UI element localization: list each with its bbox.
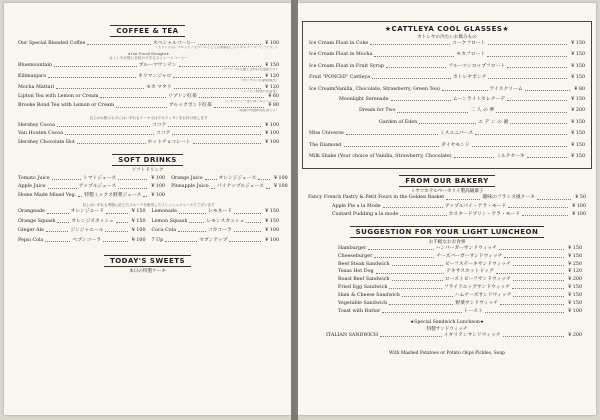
item-name-en: Our Special Blended Coffee <box>18 41 86 46</box>
item-name-jp: ブルックボンド紅茶 <box>168 103 212 109</box>
item-name-jp: エ デ ン の 園 <box>478 119 509 125</box>
item-price: ¥ 150 <box>131 209 146 215</box>
item-name-en: Beef Steak Sandwich <box>338 261 390 267</box>
item-price: ¥ 100 <box>273 184 288 190</box>
item-price: ¥ 100 <box>131 237 146 243</box>
dot-leader <box>504 257 564 258</box>
dot-leader <box>45 241 70 242</box>
dot-leader <box>376 273 445 274</box>
item-name-jp: オレンジスカッシュ <box>71 218 114 224</box>
dot-leader <box>485 312 565 313</box>
section-subtitle-luncheon: お手軽なおお食事 <box>428 239 466 245</box>
luncheon-with-line: With Mashed Potatoes or Potato chips Pickles, Soup <box>389 351 505 357</box>
dot-leader <box>116 222 128 223</box>
item-price: ¥ 120 <box>568 269 582 275</box>
item-name-en: 7 Up <box>151 237 164 243</box>
dot-leader <box>446 199 480 200</box>
item-price: ¥ 100 <box>273 176 288 182</box>
dot-leader <box>525 90 571 91</box>
item-name-en: Orangeade <box>18 209 45 215</box>
section-subtitle-cool-glasses: カトレヤの冷たいお飲みもの <box>417 35 477 40</box>
item-name-en: Fruit "PONCHI" Cattleya <box>309 75 371 81</box>
item-note: （コーヒーの王様と云われる逸品です） <box>219 68 279 72</box>
item-name-jp: ミルクセーキ <box>496 154 525 160</box>
item-name-jp: オレンジエード <box>70 209 104 215</box>
dot-leader <box>374 257 434 258</box>
item-name-en: Fancy French Pastry & Petit Fours in the Golden Basket <box>308 195 445 201</box>
item-name-en: Mocha Mattari <box>18 85 55 91</box>
dot-leader <box>87 44 151 45</box>
dot-leader <box>475 134 567 135</box>
item-price: ¥ 150 <box>571 131 585 137</box>
menu-page-left <box>4 3 291 415</box>
dot-leader <box>116 107 167 108</box>
item-name-en: The Diamond <box>309 142 342 148</box>
dot-leader <box>178 231 206 232</box>
item-name-en: Orange Squash <box>18 218 56 224</box>
straight-subtitle: カトレヤが特に自信のできるストレートコーヒー <box>109 56 188 61</box>
dot-leader <box>370 44 450 45</box>
item-name-en: Moonlight Serenade <box>339 97 389 103</box>
item-price: ¥ 100 <box>265 41 279 46</box>
item-name-jp: トマトジュース <box>82 176 117 182</box>
item-name-jp: セブンアップ <box>199 237 228 243</box>
item-name-en: Ham & Cheese Sandwich <box>338 293 400 299</box>
item-name-en: Ice Cream Float in Fruit Syrup <box>309 63 385 69</box>
dot-leader <box>198 44 262 45</box>
item-name-jp: オレンジジュース <box>218 176 257 182</box>
item-price: ¥ 150 <box>131 218 146 224</box>
dot-leader <box>118 188 147 189</box>
dot-leader <box>106 213 128 214</box>
item-name-en: Milk Shake (Your choice of Vanilla, Strawberry, Chocolate) <box>309 154 452 160</box>
fresh-juice-note: 以上はいずれも季節に応じたフルーツを使用したフレッシュジュースでございます <box>82 203 215 208</box>
dot-leader <box>382 312 462 313</box>
item-price: ¥ 200 <box>568 277 583 283</box>
item-price: ¥ 100 <box>265 237 280 243</box>
dot-leader <box>258 179 270 180</box>
item-price: ¥ 120 <box>265 73 280 79</box>
dot-leader <box>386 67 446 68</box>
item-price: ¥ 50 <box>575 195 587 201</box>
item-name-en: Lemonade <box>151 209 177 215</box>
section-title-cool-glasses: ★CATTLEYA COOL GLASSES★ <box>384 25 510 33</box>
item-price: ¥ 100 <box>151 176 166 182</box>
dot-leader <box>500 304 564 305</box>
dot-leader <box>165 241 197 242</box>
item-name-jp: キリマンジャロ <box>138 73 172 79</box>
item-name-en: Hershey Chocolate Hot <box>18 139 75 145</box>
item-name-jp: ダイヤモンド <box>441 142 470 148</box>
item-name-jp: チーズバーガーサンドウィッチ <box>436 253 503 259</box>
item-name-jp: イタリアンサンドウィッチ <box>443 332 501 338</box>
soft-col-right <box>152 209 280 247</box>
dot-leader <box>507 100 567 101</box>
dot-leader <box>488 44 568 45</box>
item-name-jp: アップルジュース <box>78 184 117 190</box>
item-name-jp: レモンスカッシュ <box>206 218 245 224</box>
item-name-jp: フルーツシロップフロート <box>448 63 506 69</box>
item-price: ¥ 150 <box>568 301 583 307</box>
dot-leader <box>77 143 146 144</box>
item-name-en: Ice Cream Float in Coke <box>309 41 369 46</box>
item-name-en: Texas Hot Dog <box>338 269 374 275</box>
item-name-en: Kilimanjaro <box>18 73 47 79</box>
item-name-jp: トースト <box>463 308 483 314</box>
dot-leader <box>513 265 564 266</box>
item-price: ¥ 100 <box>265 228 280 234</box>
item-name-jp: アップルパイ・アラ・モード <box>444 203 507 209</box>
dot-leader <box>174 88 262 89</box>
dot-leader <box>105 231 127 232</box>
item-price: ¥ 100 <box>265 139 279 145</box>
dot-leader <box>266 188 270 189</box>
item-note: （アラビア特産の芳香豆） <box>239 90 279 94</box>
dot-leader <box>510 123 567 124</box>
item-name-en: Hershey Cocoa <box>18 122 55 128</box>
item-note: （レモンティーまたはミルクティー） <box>223 99 279 103</box>
item-price: ¥ 60 <box>268 94 279 100</box>
page-gutter <box>291 0 298 420</box>
dot-leader <box>234 213 261 214</box>
item-name-en: Orange Juice <box>171 176 203 182</box>
dot-leader <box>513 280 564 281</box>
item-price: ¥ 100 <box>572 212 586 218</box>
item-name-jp: モカフロート <box>456 52 486 58</box>
item-name-en: ITALIAN SANDWICH <box>326 332 379 338</box>
dot-leader <box>56 88 144 89</box>
item-price: ¥ 150 <box>571 52 586 58</box>
item-price: ¥ 100 <box>568 308 582 314</box>
dot-leader <box>193 143 262 144</box>
item-name-jp: コークフロート <box>451 41 486 46</box>
item-name-en: Custard Pudding a la mode <box>332 212 399 218</box>
dot-leader <box>400 215 446 216</box>
item-price: ¥ 150 <box>571 63 585 69</box>
dot-leader <box>65 134 154 135</box>
dot-leader <box>402 296 453 297</box>
dot-leader <box>496 112 567 113</box>
item-price: ¥ 250 <box>568 261 583 267</box>
dot-leader <box>57 222 69 223</box>
dot-leader <box>472 146 568 147</box>
item-name-jp: ペプシコーラ <box>72 237 101 243</box>
dot-leader <box>507 67 567 68</box>
dot-leader <box>172 134 261 135</box>
item-price: ¥ 150 <box>568 245 583 251</box>
dot-leader <box>487 56 567 57</box>
dot-leader <box>103 241 128 242</box>
dot-leader <box>118 179 147 180</box>
special-sandwich-subtitle: 特製サンドウィッチ <box>426 326 468 332</box>
menu-page-right <box>298 3 596 415</box>
item-name-en: Dream for Two <box>359 108 396 114</box>
item-price: ¥ 100 <box>131 228 146 234</box>
dot-leader <box>211 188 215 189</box>
dot-leader <box>522 215 568 216</box>
item-price: ¥ 80 <box>268 103 280 109</box>
item-name-en: Pepsi Cola <box>18 237 44 243</box>
dot-leader <box>214 107 265 108</box>
item-name-en: Apple Juice <box>18 184 46 190</box>
dot-leader <box>168 126 261 127</box>
dot-leader <box>392 265 443 266</box>
item-name-en: Vegetable Sandwich <box>338 301 388 307</box>
item-name-jp: リプトン紅茶 <box>167 94 197 100</box>
dot-leader <box>346 134 438 135</box>
item-price: ¥ 150 <box>571 97 585 103</box>
item-name-en: Ice Cream Float in Mocha <box>309 52 373 58</box>
item-name-en: Toast with Butter <box>338 308 381 314</box>
section-subtitle-soft-drinks: ソフトドリンク <box>131 168 164 174</box>
dot-leader <box>47 213 69 214</box>
item-note: （ドリップ式にコロンビアをベースとして自家調合したレギュラーコーヒーです。） <box>154 46 279 50</box>
dot-leader <box>419 123 476 124</box>
item-name-en: Brooke Bond Tea with Lemon or Cream <box>18 103 115 109</box>
item-price: ¥ 150 <box>568 293 582 299</box>
item-name-jp: テキサスホットドッグ <box>446 269 494 275</box>
item-name-en: Apple Pie a la Mode <box>332 203 381 209</box>
dot-leader <box>344 146 440 147</box>
soft-col-left <box>18 209 146 247</box>
item-note: （タンザニアの最高級豆） <box>239 79 279 83</box>
item-price: ¥ 100 <box>151 192 166 198</box>
dot-leader <box>57 126 150 127</box>
dot-leader <box>512 288 564 289</box>
dot-leader <box>389 304 453 305</box>
dot-leader <box>48 77 136 78</box>
cool-glasses-box <box>302 21 592 169</box>
hot-drinks-note: 以上のお飲みものにはいずれもケーキ又はクロワッサンをお付け致します <box>89 115 208 120</box>
item-price: ¥ 100 <box>265 131 279 137</box>
item-name-en: Fried Egg Sandwich <box>338 285 388 291</box>
item-name-en: Lipton Tea with Lemon or Cream <box>18 94 99 100</box>
item-name-en: Miss Universe <box>309 131 344 137</box>
dot-leader <box>143 196 147 197</box>
item-name-jp: ホットチョコレート <box>147 139 191 145</box>
item-name-jp: パイナップルジュース <box>216 184 264 190</box>
dot-leader <box>527 157 568 158</box>
item-name-en: Ginger Ale <box>18 228 45 234</box>
dot-leader <box>368 249 433 250</box>
item-name-en: Hamburger <box>338 245 367 251</box>
item-price: ¥ 150 <box>571 142 586 148</box>
item-name-en: Bluemountain <box>18 62 53 68</box>
dot-leader <box>374 56 454 57</box>
dot-leader <box>508 207 568 208</box>
item-price: ¥ 150 <box>571 154 585 160</box>
item-name-en: Coca Cola <box>151 228 177 234</box>
dot-leader <box>229 241 261 242</box>
item-name-jp: レモネード <box>208 209 233 215</box>
dot-leader <box>173 77 261 78</box>
item-name-jp: モカ マタリ <box>146 85 172 91</box>
section-title-luncheon: SUGGESTION FOR YOUR LIGHT LUNCHEON <box>350 226 545 238</box>
dot-leader <box>513 296 564 297</box>
dot-leader <box>391 100 451 101</box>
item-name-jp: アイスクリーム <box>489 86 523 92</box>
straight-title: ★Our Proud Straight★ <box>127 52 170 57</box>
item-price: ¥ 200 <box>568 332 583 338</box>
dot-leader <box>496 273 565 274</box>
dot-leader <box>54 66 137 67</box>
dot-leader <box>537 199 571 200</box>
dot-leader <box>442 90 488 91</box>
dot-leader <box>52 179 81 180</box>
item-price: ¥ 100 <box>151 184 166 190</box>
dot-leader <box>46 231 68 232</box>
item-name-jp: フライドエッグサンドウィッチ <box>443 285 510 291</box>
section-title-sweets: TODAY'S SWEETS <box>104 255 191 267</box>
special-sandwich-title: ★Special Sandwich Luncheon★ <box>410 319 484 325</box>
dot-leader <box>372 78 451 79</box>
item-name-jp: 趣味のフランス風ケーキ <box>482 195 536 201</box>
item-name-en: Tomato Juice <box>18 176 50 182</box>
item-price: ¥ 150 <box>265 209 279 215</box>
item-name-jp: 特製ミックス野菜ジュース <box>84 192 142 198</box>
item-name-jp: ビーフステーキサンドウィッチ <box>444 261 511 267</box>
item-name-jp: カスタードプリン・アラ・モード <box>448 212 520 218</box>
item-price: ¥ 150 <box>265 62 280 68</box>
item-price: ¥ 150 <box>265 218 280 224</box>
item-name-jp: ミスユニバース <box>439 131 474 137</box>
item-price: ¥ 150 <box>571 41 585 46</box>
item-price: ¥ 100 <box>572 203 587 209</box>
item-price: ¥ 150 <box>571 75 585 81</box>
item-price: ¥ 150 <box>568 253 582 259</box>
dot-leader <box>234 231 262 232</box>
dot-leader <box>454 157 495 158</box>
section-subtitle-bakery: ミヤコホテルベーカリイ製高級菓子 <box>410 189 484 195</box>
item-name-en: Roast Beef Sandwich <box>338 277 390 283</box>
dot-leader <box>397 112 468 113</box>
dot-leader <box>488 78 567 79</box>
menu-item <box>326 333 582 338</box>
dot-leader <box>380 336 442 337</box>
dot-leader <box>179 66 262 67</box>
item-name-en: Pineapple Juice <box>171 184 209 190</box>
item-price: ¥ 200 <box>571 108 586 114</box>
item-note: （英国の代表的な紅茶です） <box>236 108 279 112</box>
item-name-en: Lemon Squash <box>151 218 188 224</box>
dot-leader <box>100 97 166 98</box>
item-name-jp: ハンバーガーサンドウィッチ <box>435 245 497 251</box>
dot-leader <box>189 222 204 223</box>
dot-leader <box>179 213 206 214</box>
item-name-jp: ブルーマウンテン <box>138 62 177 68</box>
item-name-jp: ローストビーフサンドウィッチ <box>444 277 511 283</box>
dot-leader <box>199 97 265 98</box>
item-price: ¥ 80 <box>574 86 585 92</box>
section-subtitle-sweets: 本日の特製ケーキ <box>129 269 166 275</box>
item-name-jp: スペシャルコーヒー <box>152 41 196 46</box>
section-title-soft-drinks: SOFT DRINKS <box>112 154 183 166</box>
section-title-coffee-tea: COFFEE & TEA <box>110 25 184 37</box>
item-name-en: Van Houten Cocoa <box>18 131 64 137</box>
item-name-jp: ジンジャエール <box>70 228 104 234</box>
item-name-en: Ice Cream(Vanilla, Chocolate, Strawberry, Green Tea) <box>309 86 440 92</box>
item-name-jp: コカコーラ <box>207 228 232 234</box>
dot-leader <box>392 280 443 281</box>
item-name-jp: ココア <box>155 131 171 137</box>
section-title-bakery: FROM OUR BAKERY <box>399 175 495 187</box>
dot-leader <box>48 188 77 189</box>
soft-col-right <box>171 176 288 201</box>
dot-leader <box>246 222 261 223</box>
dot-leader <box>389 288 441 289</box>
item-price: ¥ 100 <box>265 122 280 128</box>
item-name-jp: ココア <box>151 122 167 128</box>
item-name-jp: ムーンライトセレナーデ <box>452 97 505 103</box>
item-price: ¥ 150 <box>571 119 585 125</box>
item-name-jp: カトレヤポンチ <box>452 75 487 81</box>
item-name-jp: ハムチーズサンドウィッチ <box>454 293 512 299</box>
dot-leader <box>78 196 82 197</box>
dot-leader <box>499 249 564 250</box>
item-name-jp: 二 人 の 夢 <box>470 108 495 114</box>
item-price: ¥ 120 <box>265 85 279 91</box>
item-name-en: Cheeseburger <box>338 253 373 259</box>
item-name-jp: 野菜サンドウィッチ <box>455 301 499 307</box>
dot-leader <box>503 336 565 337</box>
item-price: ¥ 150 <box>568 285 583 291</box>
item-name-en: Garden of Eden <box>379 119 418 125</box>
dot-leader <box>205 179 217 180</box>
dot-leader <box>383 207 443 208</box>
soft-col-left <box>18 176 165 201</box>
item-name-en: Home Made Mixed Veg. <box>18 192 77 198</box>
